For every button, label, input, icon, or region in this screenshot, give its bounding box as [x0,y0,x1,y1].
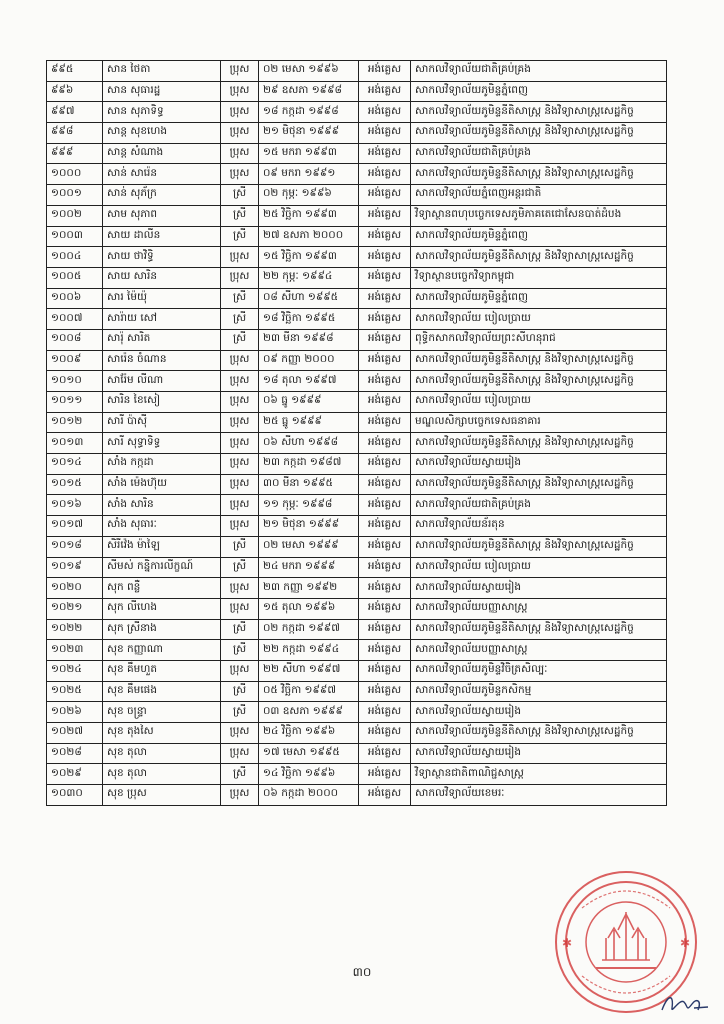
student-name-cell: សាន្ត សុខហេង [103,123,221,144]
student-name-cell: សាយ ថាវិទ្ធិ [103,247,221,268]
institution-cell: សាកលវិទ្យាល័យបញ្ញាសាស្ត្រ [411,640,667,661]
row-number-cell: ១០២៧ [47,723,103,744]
gender-cell: ប្រុស [221,660,259,681]
birth-date-cell: ២៥ ធ្នូ ១៩៩៩ [259,412,359,433]
row-number-cell: ១០២០ [47,578,103,599]
gender-cell: ប្រុស [221,516,259,537]
table-row [47,702,667,723]
institution-cell: សាកលវិទ្យាល័យភូមិន្ទនីតិសាស្ត្រ និងវិទ្យាសាស្ត្រសេដ្ឋកិច្ច [411,350,667,371]
gender-cell: ស្រី [221,288,259,309]
gender-cell: ប្រុស [221,578,259,599]
table-row [47,164,667,185]
birth-date-cell: ១៤ វិច្ឆិកា ១៩៩៦ [259,764,359,785]
institution-cell: សាកលវិទ្យាល័យជាតិគ្រប់គ្រង [411,143,667,164]
row-number-cell: ១០០១ [47,185,103,206]
gender-cell: ប្រុស [221,412,259,433]
institution-cell: សាកលវិទ្យាល័យភូមិន្ទនីតិសាស្ត្រ និងវិទ្យាសាស្ត្រសេដ្ឋកិច្ច [411,619,667,640]
student-name-cell: សុក ពន្លឺ [103,578,221,599]
table-row [47,205,667,226]
gender-cell: ស្រី [221,640,259,661]
row-number-cell: ១០២៤ [47,660,103,681]
institution-cell: សាកលវិទ្យាល័យន័រតុន [411,516,667,537]
gender-cell: ប្រុស [221,371,259,392]
language-cell: អង់គ្លេស [359,61,411,82]
row-number-cell: ១០០២ [47,205,103,226]
table-row [47,392,667,413]
institution-cell: សាកលវិទ្យាល័យភូមិន្ទនីតិសាស្ត្រ និងវិទ្យាសាស្ត្រសេដ្ឋកិច្ច [411,371,667,392]
table-row [47,309,667,330]
birth-date-cell: ០៦ សីហា ១៩៩៨ [259,433,359,454]
birth-date-cell: ២៣ កក្កដា ១៩៨៧ [259,454,359,475]
row-number-cell: ១០២៥ [47,681,103,702]
gender-cell: ស្រី [221,764,259,785]
language-cell: អង់គ្លេស [359,474,411,495]
institution-cell: សាកលវិទ្យាល័យជាតិគ្រប់គ្រង [411,61,667,82]
language-cell: អង់គ្លេស [359,185,411,206]
row-number-cell: ១០១៥ [47,474,103,495]
svg-text:✱: ✱ [562,936,573,950]
table-row [47,681,667,702]
row-number-cell: ១០២៣ [47,640,103,661]
institution-cell: សាកលវិទ្យាល័យភូមិន្ទភ្នំពេញ [411,288,667,309]
student-name-cell: សារិន ខៃសៀ [103,392,221,413]
birth-date-cell: ២១ មិថុនា ១៩៩៩ [259,516,359,537]
language-cell: អង់គ្លេស [359,329,411,350]
birth-date-cell: ១៨ កក្កដា ១៩៩៨ [259,102,359,123]
student-name-cell: សារ៉ុ សារិត [103,329,221,350]
table-row [47,785,667,806]
language-cell: អង់គ្លេស [359,785,411,806]
student-name-cell: សារី សុទ្ធាទិទ្ធ [103,433,221,454]
language-cell: អង់គ្លេស [359,288,411,309]
student-name-cell: សាន ថៃតា [103,61,221,82]
table-row [47,123,667,144]
birth-date-cell: ២៤ មករា ១៩៩៩ [259,557,359,578]
student-name-cell: សាម សុភាព [103,205,221,226]
gender-cell: ស្រី [221,557,259,578]
row-number-cell: ១០២២ [47,619,103,640]
table-row [47,640,667,661]
student-name-cell: សុក លីហេង [103,598,221,619]
language-cell: អង់គ្លេស [359,371,411,392]
institution-cell: វិទ្យាស្ថានបច្ចេកវិទ្យាកម្ពុជា [411,267,667,288]
birth-date-cell: ៣០ មីនា ១៩៩៥ [259,474,359,495]
student-name-cell: សារី ប៉ាស៊ី [103,412,221,433]
student-name-cell: សាន់ សុភ័ក្រ [103,185,221,206]
gender-cell: ស្រី [221,681,259,702]
birth-date-cell: ០២ កុម្ភៈ ១៩៩៦ [259,185,359,206]
language-cell: អង់គ្លេស [359,143,411,164]
birth-date-cell: ១៧ មេសា ១៩៩៥ [259,743,359,764]
language-cell: អង់គ្លេស [359,412,411,433]
language-cell: អង់គ្លេស [359,681,411,702]
student-name-cell: សាន សុភាទិទ្ធ [103,102,221,123]
gender-cell: ស្រី [221,185,259,206]
student-name-cell: សុខ គឹមផេង [103,681,221,702]
institution-cell: វិទ្យាស្ថានជាតិពាណិជ្ជសាស្ត្រ [411,764,667,785]
birth-date-cell: ១៨ វិច្ឆិកា ១៩៩៥ [259,309,359,330]
row-number-cell: ១០០៩ [47,350,103,371]
institution-cell: សាកលវិទ្យាល័យបញ្ញាសាស្ត្រ [411,598,667,619]
institution-cell: សាកលវិទ្យាល័យភូមិន្ទនីតិសាស្ត្រ និងវិទ្យាសាស្ត្រសេដ្ឋកិច្ច [411,123,667,144]
table-row [47,412,667,433]
birth-date-cell: ១៨ តុលា ១៩៩៧ [259,371,359,392]
gender-cell: ប្រុស [221,81,259,102]
birth-date-cell: ១៥ វិច្ឆិកា ១៩៩៣ [259,247,359,268]
student-name-cell: សារ៉ែម លីណា [103,371,221,392]
language-cell: អង់គ្លេស [359,578,411,599]
student-name-cell: សុខ តុលា [103,743,221,764]
row-number-cell: ១០១៦ [47,495,103,516]
gender-cell: ប្រុស [221,102,259,123]
language-cell: អង់គ្លេស [359,350,411,371]
table-row [47,454,667,475]
row-number-cell: ១០០៥ [47,267,103,288]
student-name-cell: សាន់ សារ៉េន [103,164,221,185]
institution-cell: សាកលវិទ្យាល័យភូមិន្ទនីតិសាស្ត្រ និងវិទ្យាសាស្ត្រសេដ្ឋកិច្ច [411,536,667,557]
table-row [47,329,667,350]
institution-cell: សាកលវិទ្យាល័យស្វាយរៀង [411,702,667,723]
birth-date-cell: ២២ សីហា ១៩៩៧ [259,660,359,681]
birth-date-cell: ០៩ មករា ១៩៩១ [259,164,359,185]
table-row [47,143,667,164]
institution-cell: មណ្ឌលសិក្សាបច្ចេកទេសធនាគារ [411,412,667,433]
gender-cell: ស្រី [221,329,259,350]
gender-cell: ប្រុស [221,247,259,268]
gender-cell: ស្រី [221,702,259,723]
student-name-cell: សាំង សារិន [103,495,221,516]
row-number-cell: ១០០០ [47,164,103,185]
table-row [47,557,667,578]
table-row [47,495,667,516]
table-row [47,185,667,206]
gender-cell: ស្រី [221,536,259,557]
institution-cell: សាកលវិទ្យាល័យ បៀលប្រាយ [411,392,667,413]
student-name-cell: សុខ តុងសៃ [103,723,221,744]
row-number-cell: ១០៣០ [47,785,103,806]
language-cell: អង់គ្លេស [359,205,411,226]
student-name-cell: សុខ ប្រុស [103,785,221,806]
row-number-cell: ១០១២ [47,412,103,433]
student-name-cell: សីមស់ កន្និការលីក្ខណ៍ [103,557,221,578]
birth-date-cell: ០៩ កញ្ញា ២០០០ [259,350,359,371]
roster-body [47,61,667,806]
row-number-cell: ១០២១ [47,598,103,619]
row-number-cell: ៩៩៨ [47,123,103,144]
birth-date-cell: ១១ កុម្ភៈ ១៩៩៨ [259,495,359,516]
language-cell: អង់គ្លេស [359,123,411,144]
row-number-cell: ១០០៧ [47,309,103,330]
table-row [47,660,667,681]
table-row [47,619,667,640]
row-number-cell: ៩៩៧ [47,102,103,123]
table-row [47,81,667,102]
gender-cell: ស្រី [221,205,259,226]
birth-date-cell: ២៥ វិច្ឆិកា ១៩៩៣ [259,205,359,226]
birth-date-cell: ២៩ ឧសភា ១៩៩៨ [259,81,359,102]
language-cell: អង់គ្លេស [359,598,411,619]
language-cell: អង់គ្លេស [359,536,411,557]
language-cell: អង់គ្លេស [359,102,411,123]
table-row [47,536,667,557]
institution-cell: សាកលវិទ្យាល័យភូមិន្ទភ្នំពេញ [411,226,667,247]
birth-date-cell: ០២ មេសា ១៩៩៩ [259,536,359,557]
table-row [47,247,667,268]
table-row [47,371,667,392]
page-number: ៣០ [352,965,372,979]
row-number-cell: ១០១៧ [47,516,103,537]
row-number-cell: ១០០៣ [47,226,103,247]
student-name-cell: សុក ស្រីនាង [103,619,221,640]
row-number-cell: ១០២៦ [47,702,103,723]
row-number-cell: ៩៩៥ [47,61,103,82]
birth-date-cell: ០៣ ឧសភា ១៩៩៩ [259,702,359,723]
student-name-cell: សុខ គឹមហួត [103,660,221,681]
language-cell: អង់គ្លេស [359,557,411,578]
student-name-cell: សាំង សុធារៈ [103,516,221,537]
institution-cell: សាកលវិទ្យាល័យភូមិន្ទនីតិសាស្ត្រ និងវិទ្យាសាស្ត្រសេដ្ឋកិច្ច [411,723,667,744]
institution-cell: សាកលវិទ្យាល័យភូមិន្ទនីតិសាស្ត្រ និងវិទ្យាសាស្ត្រសេដ្ឋកិច្ច [411,247,667,268]
institution-cell: សាកលវិទ្យាល័យភ្នំពេញអន្តរជាតិ [411,185,667,206]
gender-cell: ប្រុស [221,392,259,413]
row-number-cell: ៩៩៦ [47,81,103,102]
table-row [47,516,667,537]
language-cell: អង់គ្លេស [359,516,411,537]
table-row [47,61,667,82]
student-name-cell: សាន្ត សំណាង [103,143,221,164]
row-number-cell: ១០០៦ [47,288,103,309]
table-row [47,743,667,764]
institution-cell: សាកលវិទ្យាល័យជាតិគ្រប់គ្រង [411,495,667,516]
row-number-cell: ១០០៨ [47,329,103,350]
language-cell: អង់គ្លេស [359,743,411,764]
institution-cell: សាកលវិទ្យាល័យស្វាយរៀង [411,454,667,475]
gender-cell: ប្រុស [221,743,259,764]
institution-cell: សាកលវិទ្យាល័យភូមិន្ទភ្នំពេញ [411,81,667,102]
gender-cell: ប្រុស [221,598,259,619]
gender-cell: ប្រុស [221,723,259,744]
language-cell: អង់គ្លេស [359,81,411,102]
language-cell: អង់គ្លេស [359,309,411,330]
language-cell: អង់គ្លេស [359,392,411,413]
table-row [47,578,667,599]
table-row [47,764,667,785]
row-number-cell: ១០២៨ [47,743,103,764]
gender-cell: ប្រុស [221,143,259,164]
birth-date-cell: ០៦ ធ្នូ ១៩៩៩ [259,392,359,413]
table-row [47,723,667,744]
gender-cell: ប្រុស [221,495,259,516]
language-cell: អង់គ្លេស [359,247,411,268]
table-row [47,226,667,247]
student-roster-table [46,60,667,806]
language-cell: អង់គ្លេស [359,433,411,454]
language-cell: អង់គ្លេស [359,164,411,185]
institution-cell: សាកលវិទ្យាល័យភូមិន្ទវិចិត្រសិល្បៈ [411,660,667,681]
student-name-cell: សាយ សារិន [103,267,221,288]
handwritten-signature [658,990,710,1016]
student-name-cell: សាន សុធារដ្ឋ [103,81,221,102]
table-row [47,474,667,495]
svg-text:✱: ✱ [680,936,691,950]
institution-cell: វិទ្យាស្ថានពហុបច្ចេកទេសភូមិភាគតេជោសែនបាត់ដំបង [411,205,667,226]
institution-cell: សាកលវិទ្យាល័យភូមិន្ទនីតិសាស្ត្រ និងវិទ្យាសាស្ត្រសេដ្ឋកិច្ច [411,433,667,454]
birth-date-cell: ២៤ វិច្ឆិកា ១៩៩៦ [259,723,359,744]
birth-date-cell: ២១ មិថុនា ១៩៩៩ [259,123,359,144]
birth-date-cell: ២២ កក្កដា ១៩៩៤ [259,640,359,661]
institution-cell: ពុទ្ធិកសាកលវិទ្យាល័យព្រះសីហនុរាជ [411,329,667,350]
institution-cell: សាកលវិទ្យាល័យ បៀលប្រាយ [411,309,667,330]
gender-cell: ប្រុស [221,433,259,454]
gender-cell: ស្រី [221,226,259,247]
student-name-cell: សុខ តុលា [103,764,221,785]
birth-date-cell: ១៥ មករា ១៩៩៣ [259,143,359,164]
row-number-cell: ១០១៤ [47,454,103,475]
gender-cell: ប្រុស [221,164,259,185]
student-name-cell: សាំង ម៉េងហ៊ុយ [103,474,221,495]
language-cell: អង់គ្លេស [359,454,411,475]
language-cell: អង់គ្លេស [359,723,411,744]
gender-cell: ប្រុស [221,785,259,806]
birth-date-cell: ២៧ ឧសភា ២០០០ [259,226,359,247]
language-cell: អង់គ្លេស [359,640,411,661]
gender-cell: ប្រុស [221,123,259,144]
institution-cell: សាកលវិទ្យាល័យស្វាយរៀង [411,743,667,764]
student-name-cell: សារ ម៉ៃយ៉ុ [103,288,221,309]
language-cell: អង់គ្លេស [359,226,411,247]
language-cell: អង់គ្លេស [359,267,411,288]
language-cell: អង់គ្លេស [359,619,411,640]
birth-date-cell: ១៥ តុលា ១៩៩៦ [259,598,359,619]
birth-date-cell: ០៦ កក្កដា ២០០០ [259,785,359,806]
table-row [47,102,667,123]
gender-cell: ស្រី [221,309,259,330]
row-number-cell: ១០១១ [47,392,103,413]
institution-cell: សាកលវិទ្យាល័យភូមិន្ទកសិកម្ម [411,681,667,702]
birth-date-cell: ០២ មេសា ១៩៩៦ [259,61,359,82]
institution-cell: សាកលវិទ្យាល័យ បៀលប្រាយ [411,557,667,578]
gender-cell: ប្រុស [221,474,259,495]
table-row [47,433,667,454]
birth-date-cell: ២២ កុម្ភៈ ១៩៩៤ [259,267,359,288]
table-row [47,598,667,619]
birth-date-cell: ០៨ សីហា ១៩៩៥ [259,288,359,309]
table-row [47,267,667,288]
gender-cell: ប្រុស [221,267,259,288]
birth-date-cell: ២៣ មីនា ១៩៩៨ [259,329,359,350]
institution-cell: សាកលវិទ្យាល័យភូមិន្ទនីតិសាស្ត្រ និងវិទ្យាសាស្ត្រសេដ្ឋកិច្ច [411,474,667,495]
gender-cell: ប្រុស [221,61,259,82]
institution-cell: សាកលវិទ្យាល័យស្វាយរៀង [411,578,667,599]
row-number-cell: ១០១៣ [47,433,103,454]
student-name-cell: សុខ ចន្ទ្រា [103,702,221,723]
row-number-cell: ១០១៩ [47,557,103,578]
row-number-cell: ១០១៨ [47,536,103,557]
table-row [47,350,667,371]
row-number-cell: ១០១០ [47,371,103,392]
language-cell: អង់គ្លេស [359,495,411,516]
student-name-cell: សាំង កក្កដា [103,454,221,475]
student-name-cell: សុខ កញ្ញាណា [103,640,221,661]
table-row [47,288,667,309]
student-name-cell: សារ៉ាយ សៅ [103,309,221,330]
row-number-cell: ១០០៤ [47,247,103,268]
gender-cell: ប្រុស [221,350,259,371]
gender-cell: ស្រី [221,619,259,640]
language-cell: អង់គ្លេស [359,660,411,681]
language-cell: អង់គ្លេស [359,764,411,785]
gender-cell: ប្រុស [221,454,259,475]
institution-cell: សាកលវិទ្យាល័យភូមិន្ទនីតិសាស្ត្រ និងវិទ្យាសាស្ត្រសេដ្ឋកិច្ច [411,164,667,185]
institution-cell: សាកលវិទ្យាល័យខេមរៈ [411,785,667,806]
row-number-cell: ១០២៩ [47,764,103,785]
student-name-cell: សារ៉េន ចំណាន [103,350,221,371]
student-name-cell: សិរីវ៉េង ម៉ាឡៃ [103,536,221,557]
row-number-cell: ៩៩៩ [47,143,103,164]
birth-date-cell: ០២ កក្កដា ១៩៩៧ [259,619,359,640]
birth-date-cell: ២៣ កញ្ញា ១៩៩២ [259,578,359,599]
student-name-cell: សាយ ដាលីន [103,226,221,247]
institution-cell: សាកលវិទ្យាល័យភូមិន្ទនីតិសាស្ត្រ និងវិទ្យាសាស្ត្រសេដ្ឋកិច្ច [411,102,667,123]
birth-date-cell: ០៥ វិច្ឆិកា ១៩៩៧ [259,681,359,702]
language-cell: អង់គ្លេស [359,702,411,723]
